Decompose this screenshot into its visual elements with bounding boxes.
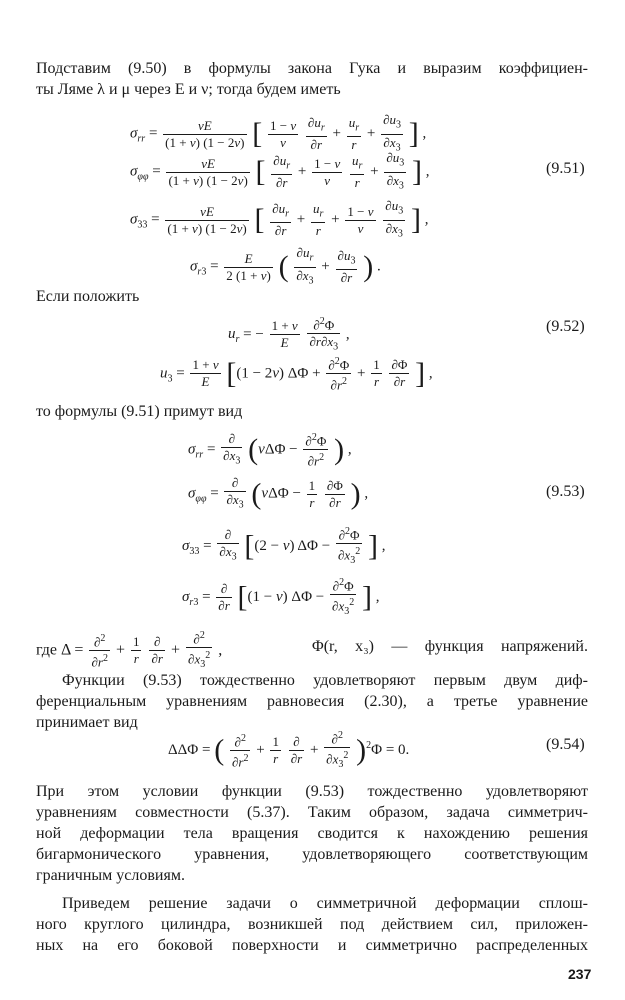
paragraph-line: граничным условиям. bbox=[36, 867, 185, 884]
equation-sigma-phiphi-phi: $\sigma_{\varphi\varphi}$ = $\frac{\partial}{\partial x_3}$ (νΔΦ − $\frac{1}{r}$ $\frac{\partial\Phi}{\partial r}$ ) , bbox=[188, 475, 369, 511]
equation-sigma-r3-phi: $\sigma_{r3}$ = $\frac{\partial}{\partial r}$ [(1 − ν) ΔΦ − $\frac{\partial^2\Phi}{\partial x_3^2}$ ] , bbox=[182, 577, 380, 618]
paragraph-line: ной деформации тела вращения сводится к нахождению решения bbox=[36, 825, 588, 842]
equation-number: (9.53) bbox=[546, 483, 585, 500]
equation-u-r: $u_r$ = − $\frac{1 + \nu}{E}$ $\frac{\partial^2\Phi}{\partial r\partial x_3}$ , bbox=[228, 316, 350, 353]
equation-number: (9.52) bbox=[546, 318, 585, 335]
paragraph-line: ты Ляме λ и μ через E и ν; тогда будем иметь bbox=[36, 81, 341, 98]
paragraph-line: При этом условии функции (9.53) тождественно удовлетворяют bbox=[36, 783, 588, 800]
equation-sigma-33-phi: $\sigma_{33}$ = $\frac{\partial}{\partial x_3}$ [(2 − ν) ΔΦ − $\frac{\partial^2\Phi}{\partial x_3^2}$ ] , bbox=[182, 526, 386, 567]
equation-number: (9.54) bbox=[546, 736, 585, 753]
paragraph-line: Приведем решение задачи о симметричной деформации сплош- bbox=[62, 895, 588, 912]
equation-biharmonic: ΔΔΦ = ( $\frac{\partial^2}{\partial r^2}$ + $\frac{1}{r}$ $\frac{\partial}{\partial r}$ + $\frac{\partial^2}{\partial x_3^2}$ )$^2$Φ = 0. bbox=[168, 730, 410, 771]
paragraph-line: то формулы (9.51) примут вид bbox=[36, 403, 243, 420]
equation-number: (9.51) bbox=[546, 160, 585, 177]
paragraph-line: ных на его боковой поверхности и симметрично распределенных bbox=[36, 937, 588, 954]
page-number: 237 bbox=[568, 966, 592, 982]
paragraph-line: ного круглого цилиндра, возникшей под действием сил, приложен- bbox=[36, 916, 588, 933]
paragraph-line: Если положить bbox=[36, 288, 140, 305]
equation-sigma-rr: $\sigma_{rr}$ = $\frac{\nu E}{(1 + \nu) (1 - 2\nu)}$ [ $\frac{1 - \nu}{\nu}$ $\frac{\partial u_r}{\partial r}$ + $\frac{u_r}{r}$ + $\frac{\partial u_3}{\partial x_3}$ ] , bbox=[130, 112, 427, 154]
equation-sigma-phiphi: $\sigma_{\varphi\varphi}$ = $\frac{\nu E}{(1 + \nu) (1 - 2\nu)}$ [ $\frac{\partial u_r}{\partial r}$ + $\frac{1 - \nu}{\nu}$ $\frac{u_r}{r}$ + $\frac{\partial u_3}{\partial x_3}$ ] , bbox=[130, 150, 430, 192]
paragraph-line: Подставим (9.50) в формулы закона Гука и выразим коэффициен- bbox=[36, 60, 588, 77]
paragraph-line: бигармонического уравнения, удовлетворяющего соответствующим bbox=[36, 846, 588, 863]
equation-sigma-33: $\sigma_{33}$ = $\frac{\nu E}{(1 + \nu) (1 - 2\nu)}$ [ $\frac{\partial u_r}{\partial r}$ + $\frac{u_r}{r}$ + $\frac{1 - \nu}{\nu}$ $\frac{\partial u_3}{\partial x_3}$ ] , bbox=[130, 198, 429, 240]
equation-sigma-rr-phi: $\sigma_{rr}$ = $\frac{\partial}{\partial x_3}$ (νΔΦ − $\frac{\partial^2\Phi}{\partial r^2}$ ) , bbox=[188, 430, 352, 469]
equation-u-3: $u_3$ = $\frac{1 + \nu}{E}$ [(1 − 2ν) ΔΦ + $\frac{\partial^2\Phi}{\partial r^2}$ + $\frac{1}{r}$ $\frac{\partial\Phi}{\partial r}$ ] , bbox=[160, 356, 433, 393]
equation-sigma-r3: $\sigma_{r3}$ = $\frac{E}{2 (1 + \nu)}$ ( $\frac{\partial u_r}{\partial x_3}$ + $\frac{\partial u_3}{\partial r}$ ) . bbox=[190, 245, 381, 287]
paragraph-line: Функции (9.53) тождественно удовлетворяют первым двум диф- bbox=[62, 672, 588, 689]
paragraph-line: уравнениям совместности (5.37). Таким образом, задача симметрич- bbox=[36, 804, 588, 821]
paragraph-line: принимает вид bbox=[36, 714, 138, 731]
stress-function-note: Φ(r, x₃) — функция напряжений. bbox=[312, 638, 588, 655]
laplacian-definition: где Δ = $\frac{\partial^2}{\partial r^2}$ + $\frac{1}{r}$ $\frac{\partial}{\partial r}$ + $\frac{\partial^2}{\partial x_3^2}$ , bbox=[36, 630, 223, 671]
paragraph-line: ференциальным уравнениям равновесия (2.30), а третье уравнение bbox=[36, 693, 588, 710]
where-word: где bbox=[36, 641, 58, 659]
